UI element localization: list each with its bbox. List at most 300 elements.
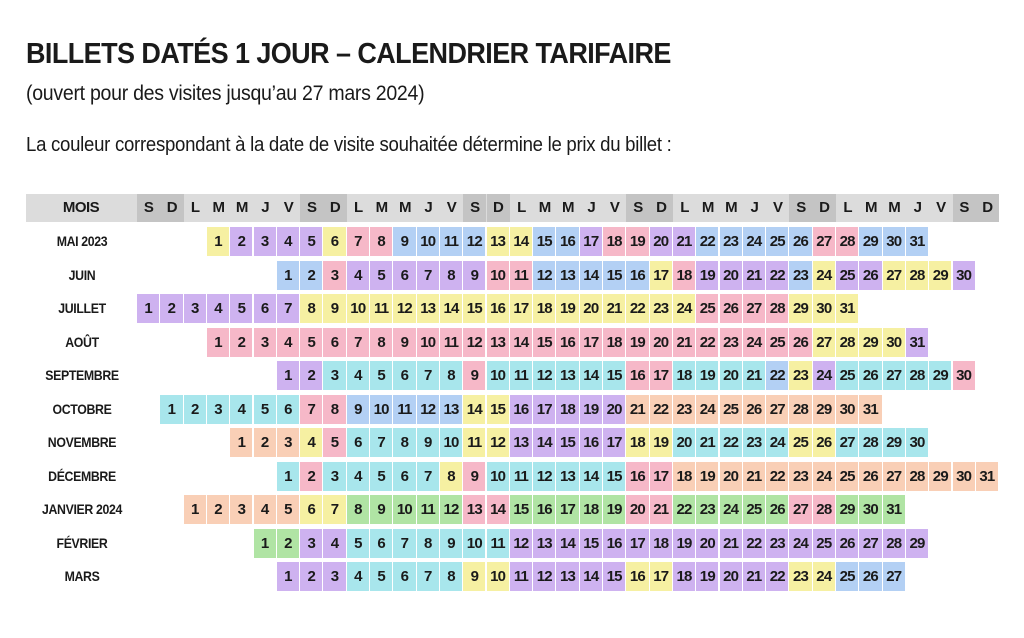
day-cell: 19 bbox=[556, 294, 579, 323]
header-day: M bbox=[212, 199, 225, 216]
day-cell: 10 bbox=[487, 261, 510, 290]
day-cell: 6 bbox=[323, 227, 346, 256]
day-cell: 16 bbox=[487, 294, 510, 323]
day-cell: 5 bbox=[323, 428, 346, 457]
day-cell: 29 bbox=[836, 495, 859, 524]
day-cell: 14 bbox=[533, 428, 556, 457]
day-cell: 27 bbox=[836, 428, 859, 457]
day-cell: 16 bbox=[626, 361, 649, 390]
day-cell: 28 bbox=[906, 261, 929, 290]
day-cell: 20 bbox=[580, 294, 603, 323]
day-cell: 21 bbox=[650, 495, 673, 524]
day-cell: 15 bbox=[510, 495, 533, 524]
day-cell: 17 bbox=[603, 428, 626, 457]
day-cell: 7 bbox=[277, 294, 300, 323]
day-cell: 22 bbox=[650, 395, 673, 424]
day-cell: 14 bbox=[440, 294, 463, 323]
day-cell: 20 bbox=[626, 495, 649, 524]
day-cell: 7 bbox=[417, 261, 440, 290]
day-cell: 24 bbox=[673, 294, 696, 323]
month-label: MAI 2023 bbox=[56, 233, 108, 249]
day-cell: 19 bbox=[696, 261, 719, 290]
day-cell: 7 bbox=[370, 428, 393, 457]
header-day: L bbox=[190, 199, 200, 216]
day-cell: 21 bbox=[743, 361, 766, 390]
day-cell: 12 bbox=[533, 562, 556, 591]
header-day: M bbox=[562, 199, 575, 216]
day-cell: 4 bbox=[347, 361, 370, 390]
day-cell: 4 bbox=[277, 328, 300, 357]
day-cell: 29 bbox=[929, 462, 952, 491]
day-cell: 23 bbox=[650, 294, 673, 323]
day-cell: 27 bbox=[883, 361, 906, 390]
day-cell: 16 bbox=[580, 428, 603, 457]
day-cell: 13 bbox=[417, 294, 440, 323]
day-cell: 31 bbox=[859, 395, 882, 424]
day-cell: 19 bbox=[580, 395, 603, 424]
day-cell: 2 bbox=[300, 361, 323, 390]
day-cell: 29 bbox=[859, 328, 882, 357]
day-cell: 25 bbox=[766, 328, 789, 357]
day-cell: 6 bbox=[277, 395, 300, 424]
day-cell: 8 bbox=[440, 261, 463, 290]
day-cell: 21 bbox=[696, 428, 719, 457]
day-cell: 24 bbox=[743, 227, 766, 256]
day-cell: 13 bbox=[556, 562, 579, 591]
day-cell: 9 bbox=[393, 227, 416, 256]
day-cell: 9 bbox=[417, 428, 440, 457]
day-cell: 27 bbox=[743, 294, 766, 323]
day-cell: 17 bbox=[650, 562, 673, 591]
day-cell: 24 bbox=[766, 428, 789, 457]
day-cell: 7 bbox=[323, 495, 346, 524]
day-cell: 22 bbox=[766, 462, 789, 491]
header-day: L bbox=[843, 199, 852, 216]
day-cell: 15 bbox=[533, 328, 556, 357]
day-cell: 22 bbox=[720, 428, 743, 457]
day-cell: 2 bbox=[300, 562, 323, 591]
day-cell: 29 bbox=[883, 428, 906, 457]
day-cell: 23 bbox=[789, 462, 812, 491]
day-cell: 17 bbox=[533, 395, 556, 424]
day-cell: 16 bbox=[626, 261, 649, 290]
day-cell: 1 bbox=[277, 462, 300, 491]
header-day: V bbox=[936, 199, 946, 216]
day-cell: 18 bbox=[580, 495, 603, 524]
day-cell: 25 bbox=[836, 361, 859, 390]
day-cell: 28 bbox=[859, 428, 882, 457]
day-cell: 10 bbox=[393, 495, 416, 524]
day-cell: 20 bbox=[720, 462, 743, 491]
header-day: J bbox=[913, 199, 922, 216]
month-label: JUIN bbox=[68, 266, 96, 283]
day-cell: 23 bbox=[696, 495, 719, 524]
day-cell: 4 bbox=[207, 294, 230, 323]
day-cell: 27 bbox=[859, 529, 882, 558]
header-day: J bbox=[261, 199, 270, 216]
day-cell: 12 bbox=[510, 529, 533, 558]
month-label: JUILLET bbox=[58, 300, 106, 316]
day-cell: 27 bbox=[883, 462, 906, 491]
day-cell: 3 bbox=[184, 294, 207, 323]
month-label: AOÛT bbox=[65, 333, 99, 350]
header-day: D bbox=[160, 194, 183, 222]
day-cell: 24 bbox=[696, 395, 719, 424]
header-day: D bbox=[976, 194, 999, 222]
day-cell: 18 bbox=[533, 294, 556, 323]
day-cell: 6 bbox=[254, 294, 277, 323]
day-cell: 17 bbox=[510, 294, 533, 323]
day-cell: 5 bbox=[277, 495, 300, 524]
day-cell: 16 bbox=[533, 495, 556, 524]
day-cell: 20 bbox=[673, 428, 696, 457]
day-cell: 10 bbox=[463, 529, 486, 558]
day-cell: 7 bbox=[347, 227, 370, 256]
day-cell: 29 bbox=[906, 529, 929, 558]
page-subtitle: (ouvert pour des visites jusqu’au 27 mars 2024) bbox=[26, 82, 425, 105]
day-cell: 30 bbox=[859, 495, 882, 524]
day-cell: 27 bbox=[789, 495, 812, 524]
day-cell: 3 bbox=[323, 261, 346, 290]
day-cell: 25 bbox=[789, 428, 812, 457]
day-cell: 11 bbox=[417, 495, 440, 524]
header-day: J bbox=[750, 199, 759, 216]
day-cell: 20 bbox=[720, 261, 743, 290]
day-cell: 15 bbox=[603, 562, 626, 591]
day-cell: 8 bbox=[440, 562, 463, 591]
day-cell: 27 bbox=[883, 562, 906, 591]
day-cell: 13 bbox=[533, 529, 556, 558]
day-cell: 8 bbox=[347, 495, 370, 524]
day-cell: 19 bbox=[696, 361, 719, 390]
day-cell: 25 bbox=[743, 495, 766, 524]
day-cell: 2 bbox=[230, 227, 253, 256]
day-cell: 12 bbox=[440, 495, 463, 524]
month-label: NOVEMBRE bbox=[47, 434, 117, 450]
day-cell: 2 bbox=[230, 328, 253, 357]
day-cell: 6 bbox=[393, 562, 416, 591]
day-cell: 12 bbox=[393, 294, 416, 323]
header-day: J bbox=[587, 199, 596, 216]
day-cell: 30 bbox=[953, 462, 976, 491]
day-cell: 24 bbox=[813, 261, 836, 290]
day-cell: 19 bbox=[696, 562, 719, 591]
day-cell: 9 bbox=[463, 261, 486, 290]
day-cell: 11 bbox=[370, 294, 393, 323]
day-cell: 16 bbox=[626, 462, 649, 491]
day-cell: 28 bbox=[883, 529, 906, 558]
day-cell: 1 bbox=[160, 395, 183, 424]
month-label: MARS bbox=[64, 568, 100, 584]
day-cell: 21 bbox=[743, 562, 766, 591]
day-cell: 24 bbox=[813, 462, 836, 491]
day-cell: 10 bbox=[417, 328, 440, 357]
day-cell: 9 bbox=[463, 462, 486, 491]
day-cell: 9 bbox=[323, 294, 346, 323]
day-cell: 7 bbox=[417, 462, 440, 491]
header-day: M bbox=[888, 199, 901, 216]
day-cell: 8 bbox=[393, 428, 416, 457]
day-cell: 28 bbox=[906, 361, 929, 390]
day-cell: 1 bbox=[207, 328, 230, 357]
day-cell: 3 bbox=[254, 328, 277, 357]
day-cell: 22 bbox=[766, 361, 789, 390]
day-cell: 24 bbox=[789, 529, 812, 558]
day-cell: 6 bbox=[347, 428, 370, 457]
day-cell: 30 bbox=[836, 395, 859, 424]
day-cell: 3 bbox=[323, 462, 346, 491]
day-cell: 6 bbox=[323, 328, 346, 357]
day-cell: 5 bbox=[370, 462, 393, 491]
day-cell: 14 bbox=[510, 227, 533, 256]
day-cell: 16 bbox=[603, 529, 626, 558]
day-cell: 19 bbox=[626, 227, 649, 256]
header-day: L bbox=[680, 199, 689, 216]
day-cell: 21 bbox=[626, 395, 649, 424]
day-cell: 26 bbox=[720, 294, 743, 323]
day-cell: 23 bbox=[673, 395, 696, 424]
day-cell: 9 bbox=[463, 361, 486, 390]
day-cell: 27 bbox=[813, 328, 836, 357]
day-cell: 21 bbox=[673, 227, 696, 256]
day-cell: 8 bbox=[440, 462, 463, 491]
day-cell: 11 bbox=[510, 261, 533, 290]
day-cell: 22 bbox=[766, 562, 789, 591]
day-cell: 26 bbox=[743, 395, 766, 424]
day-cell: 16 bbox=[510, 395, 533, 424]
day-cell: 8 bbox=[300, 294, 323, 323]
day-cell: 31 bbox=[906, 328, 929, 357]
day-cell: 12 bbox=[487, 428, 510, 457]
day-cell: 19 bbox=[673, 529, 696, 558]
day-cell: 2 bbox=[254, 428, 277, 457]
day-cell: 17 bbox=[556, 495, 579, 524]
header-day: M bbox=[538, 199, 551, 216]
day-cell: 2 bbox=[300, 261, 323, 290]
day-cell: 11 bbox=[393, 395, 416, 424]
day-cell: 11 bbox=[463, 428, 486, 457]
day-cell: 10 bbox=[487, 462, 510, 491]
day-cell: 4 bbox=[347, 562, 370, 591]
day-cell: 26 bbox=[859, 562, 882, 591]
day-cell: 25 bbox=[813, 529, 836, 558]
day-cell: 30 bbox=[906, 428, 929, 457]
day-cell: 11 bbox=[510, 462, 533, 491]
day-cell: 17 bbox=[650, 261, 673, 290]
day-cell: 9 bbox=[463, 562, 486, 591]
day-cell: 7 bbox=[393, 529, 416, 558]
day-cell: 3 bbox=[254, 227, 277, 256]
day-cell: 25 bbox=[836, 261, 859, 290]
day-cell: 27 bbox=[883, 261, 906, 290]
day-cell: 19 bbox=[650, 428, 673, 457]
day-cell: 2 bbox=[277, 529, 300, 558]
header-day: V bbox=[609, 199, 620, 216]
day-cell: 23 bbox=[720, 227, 743, 256]
day-cell: 28 bbox=[813, 495, 836, 524]
day-cell: 21 bbox=[720, 529, 743, 558]
day-cell: 18 bbox=[673, 361, 696, 390]
day-cell: 4 bbox=[347, 462, 370, 491]
day-cell: 14 bbox=[510, 328, 533, 357]
day-cell: 23 bbox=[766, 529, 789, 558]
day-cell: 31 bbox=[906, 227, 929, 256]
day-cell: 19 bbox=[603, 495, 626, 524]
day-cell: 25 bbox=[720, 395, 743, 424]
day-cell: 1 bbox=[277, 261, 300, 290]
day-cell: 13 bbox=[440, 395, 463, 424]
day-cell: 23 bbox=[789, 261, 812, 290]
day-cell: 10 bbox=[347, 294, 370, 323]
day-cell: 4 bbox=[254, 495, 277, 524]
day-cell: 20 bbox=[603, 395, 626, 424]
day-cell: 5 bbox=[254, 395, 277, 424]
day-cell: 14 bbox=[463, 395, 486, 424]
day-cell: 25 bbox=[836, 562, 859, 591]
day-cell: 3 bbox=[230, 495, 253, 524]
day-cell: 4 bbox=[323, 529, 346, 558]
day-cell: 5 bbox=[347, 529, 370, 558]
header-day: M bbox=[725, 199, 738, 216]
day-cell: 26 bbox=[859, 361, 882, 390]
day-cell: 28 bbox=[836, 227, 859, 256]
header-day: J bbox=[424, 199, 433, 216]
day-cell: 31 bbox=[883, 495, 906, 524]
day-cell: 5 bbox=[370, 361, 393, 390]
day-cell: 12 bbox=[533, 361, 556, 390]
day-cell: 13 bbox=[556, 462, 579, 491]
day-cell: 12 bbox=[463, 328, 486, 357]
day-cell: 6 bbox=[370, 529, 393, 558]
header-day: M bbox=[375, 199, 388, 216]
day-cell: 1 bbox=[277, 562, 300, 591]
day-cell: 18 bbox=[626, 428, 649, 457]
day-cell: 18 bbox=[650, 529, 673, 558]
day-cell: 28 bbox=[766, 294, 789, 323]
day-cell: 29 bbox=[813, 395, 836, 424]
day-cell: 22 bbox=[766, 261, 789, 290]
day-cell: 2 bbox=[184, 395, 207, 424]
day-cell: 26 bbox=[836, 529, 859, 558]
day-cell: 29 bbox=[859, 227, 882, 256]
day-cell: 17 bbox=[650, 462, 673, 491]
month-label: SEPTEMBRE bbox=[45, 367, 119, 383]
day-cell: 15 bbox=[603, 261, 626, 290]
day-cell: 23 bbox=[743, 428, 766, 457]
day-cell: 22 bbox=[673, 495, 696, 524]
header-day: M bbox=[701, 199, 714, 216]
header-day: D bbox=[650, 194, 673, 222]
day-cell: 10 bbox=[487, 361, 510, 390]
day-cell: 25 bbox=[696, 294, 719, 323]
day-cell: 12 bbox=[463, 227, 486, 256]
day-cell: 9 bbox=[370, 495, 393, 524]
day-cell: 30 bbox=[813, 294, 836, 323]
header-day: S bbox=[463, 194, 486, 222]
day-cell: 14 bbox=[580, 361, 603, 390]
day-cell: 12 bbox=[533, 462, 556, 491]
day-cell: 11 bbox=[440, 227, 463, 256]
intro-text: La couleur correspondant à la date de visite souhaitée détermine le prix du billet : bbox=[26, 134, 672, 156]
header-mois: MOIS bbox=[62, 199, 100, 216]
day-cell: 11 bbox=[487, 529, 510, 558]
day-cell: 1 bbox=[277, 361, 300, 390]
day-cell: 10 bbox=[417, 227, 440, 256]
day-cell: 8 bbox=[417, 529, 440, 558]
page-title: BILLETS DATÉS 1 JOUR – CALENDRIER TARIFAIRE bbox=[26, 38, 671, 70]
day-cell: 29 bbox=[929, 361, 952, 390]
header-day: V bbox=[772, 199, 783, 216]
day-cell: 18 bbox=[673, 261, 696, 290]
header-day: D bbox=[323, 194, 346, 222]
header-day: L bbox=[354, 199, 363, 216]
day-cell: 1 bbox=[230, 428, 253, 457]
day-cell: 11 bbox=[510, 562, 533, 591]
day-cell: 16 bbox=[556, 328, 579, 357]
day-cell: 24 bbox=[813, 361, 836, 390]
day-cell: 12 bbox=[533, 261, 556, 290]
day-cell: 21 bbox=[673, 328, 696, 357]
month-label: JANVIER 2024 bbox=[41, 501, 122, 517]
day-cell: 26 bbox=[859, 462, 882, 491]
header-day: V bbox=[446, 199, 457, 216]
day-cell: 10 bbox=[487, 562, 510, 591]
day-cell: 13 bbox=[463, 495, 486, 524]
day-cell: 20 bbox=[650, 328, 673, 357]
day-cell: 13 bbox=[487, 227, 510, 256]
day-cell: 18 bbox=[556, 395, 579, 424]
day-cell: 1 bbox=[137, 294, 160, 323]
day-cell: 15 bbox=[603, 462, 626, 491]
day-cell: 26 bbox=[766, 495, 789, 524]
day-cell: 6 bbox=[393, 361, 416, 390]
day-cell: 30 bbox=[883, 328, 906, 357]
header-day: S bbox=[626, 194, 649, 222]
day-cell: 13 bbox=[487, 328, 510, 357]
day-cell: 21 bbox=[743, 462, 766, 491]
day-cell: 23 bbox=[789, 361, 812, 390]
day-cell: 6 bbox=[393, 261, 416, 290]
day-cell: 4 bbox=[230, 395, 253, 424]
day-cell: 28 bbox=[789, 395, 812, 424]
day-cell: 14 bbox=[556, 529, 579, 558]
day-cell: 13 bbox=[510, 428, 533, 457]
day-cell: 16 bbox=[556, 227, 579, 256]
day-cell: 21 bbox=[603, 294, 626, 323]
day-cell: 29 bbox=[929, 261, 952, 290]
header-day: S bbox=[300, 194, 323, 222]
day-cell: 1 bbox=[207, 227, 230, 256]
day-cell: 14 bbox=[580, 462, 603, 491]
day-cell: 4 bbox=[300, 428, 323, 457]
day-cell: 23 bbox=[720, 328, 743, 357]
header-day: M bbox=[864, 199, 877, 216]
header-day: S bbox=[953, 194, 976, 222]
day-cell: 6 bbox=[300, 495, 323, 524]
header-day: D bbox=[487, 194, 510, 222]
day-cell: 15 bbox=[463, 294, 486, 323]
day-cell: 26 bbox=[789, 227, 812, 256]
day-cell: 3 bbox=[207, 395, 230, 424]
day-cell: 24 bbox=[743, 328, 766, 357]
day-cell: 5 bbox=[370, 562, 393, 591]
day-cell: 17 bbox=[580, 328, 603, 357]
day-cell: 20 bbox=[720, 562, 743, 591]
header-day: S bbox=[137, 194, 160, 222]
day-cell: 14 bbox=[580, 562, 603, 591]
day-cell: 28 bbox=[836, 328, 859, 357]
day-cell: 20 bbox=[720, 361, 743, 390]
